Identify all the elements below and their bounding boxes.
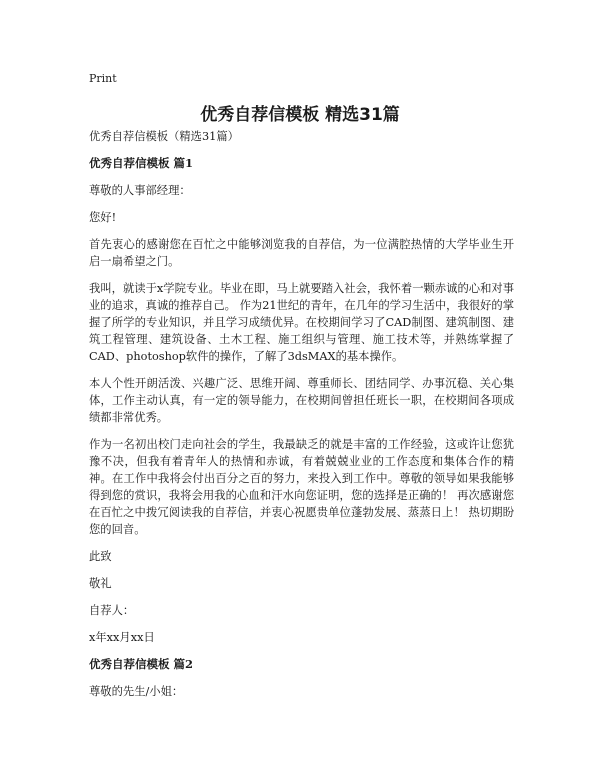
print-link[interactable]: Print [89,72,117,85]
document-body [89,128,514,710]
paragraph: 首先衷心的感谢您在百忙之中能够浏览我的自荐信，为一位满腔热情的大学毕业生开启一扇希望之门。 [89,238,514,268]
date: x年xx月xx日 [89,631,155,644]
closing-line: 敬礼 [89,577,112,590]
salutation: 尊敬的人事部经理： [89,184,191,197]
closing-line: 此致 [89,550,112,563]
page-title: 优秀自荐信模板 精选31篇 [200,105,400,125]
greeting: 您好! [89,211,117,224]
paragraph: 本人个性开朗活泼、兴趣广泛、思维开阔、尊重师长、团结同学、办事沉稳、关心集体，工作主动认真，有一定的领导能力，在校期间曾担任班长一职，在校期间各项成绩都非常优秀。 [89,377,514,424]
salutation: 尊敬的先生/小姐： [89,685,184,698]
subtitle: 优秀自荐信模板（精选31篇） [89,130,239,143]
section-heading: 优秀自荐信模板 篇2 [89,657,194,671]
section-heading: 优秀自荐信模板 篇1 [89,156,194,170]
paragraph: 作为一名初出校门走向社会的学生，我最缺乏的就是丰富的工作经验，这或许让您犹豫不决，但我有着青年人的热情和赤诚，有着兢兢业业的工作态度和集体合作的精神。在工作中我将会付出百分之百的努力，来投入到工作中。尊敬的领导如果我能够得到您的赏识，我将会用我的心血和汗水向您证明，您的选择是正确的！ 再次感谢您在百忙之中拨冗阅读我的自荐信，并衷心祝愿贵单位蓬勃发展、蒸蒸日上！ 热切期盼您的回音。 [89,438,514,536]
paragraph: 我叫，就读于x学院专业。毕业在即，马上就要踏入社会，我怀着一颗赤诚的心和对事业的追求，真诚的推荐自己。 作为21世纪的青年，在几年的学习生活中，我很好的掌握了所学的专业知识，并且学习成绩优异。在校期间学习了CAD制图、建筑制图、建筑工程管理、建筑设备、土木工程、施工组织与管理、施工技术等，并熟练掌握了CAD、photoshop软件的操作，了解了3dsMAX的基本操作。 [89,282,514,363]
signature: 自荐人： [89,604,135,617]
